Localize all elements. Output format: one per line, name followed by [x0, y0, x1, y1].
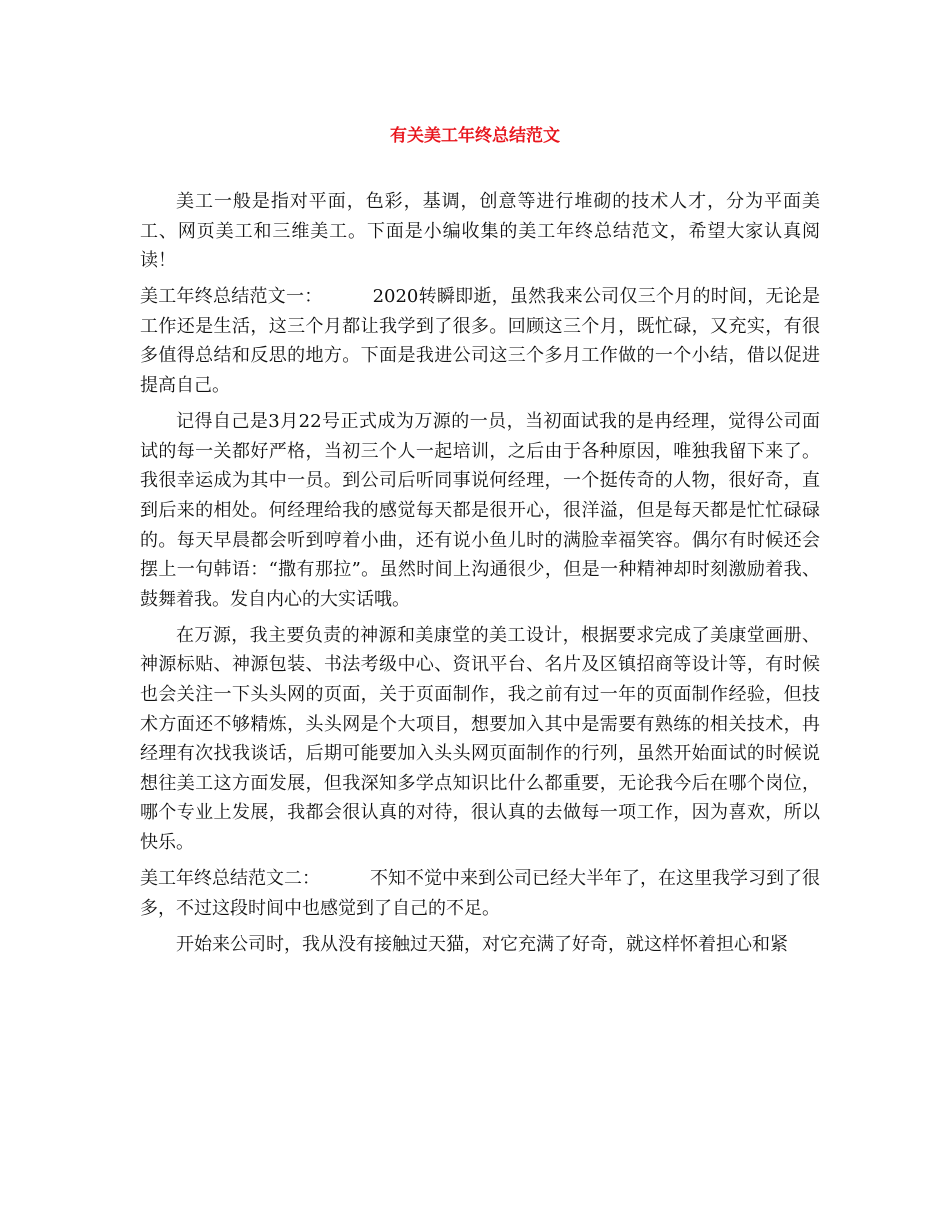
intro-paragraph: 美工一般是指对平面，色彩，基调，创意等进行堆砌的技术人才，分为平面美工、网页美工和三维美工。下面是小编收集的美工年终总结范文，希望大家认真阅读！ — [140, 191, 820, 272]
section-one-text: 2020转瞬即逝，虽然我来公司仅三个月的时间，无论是工作还是生活，这三个月都让我学到了很多。回顾这三个月，既忙碌，又充实，有很多值得总结和反思的地方。下面是我进公司这三个多月工作做的一个小结，借以促进提高自己。 — [140, 286, 820, 397]
section-two-text: 不知不觉中来到公司已经大半年了，在这里我学习到了很多，不过这段时间中也感觉到了自己的不足。 — [140, 868, 820, 919]
section-two-label: 美工年终总结范文二： — [140, 868, 320, 890]
section-two-paragraph — [140, 864, 820, 923]
document-title: 有关美工年终总结范文 — [390, 126, 560, 146]
section-one-paragraph — [140, 282, 820, 400]
paragraph-responsibilities: 在万源，我主要负责的神源和美康堂的美工设计，根据要求完成了美康堂画册、神源标贴、神源包装、书法考级中心、资讯平台、名片及区镇招商等设计等，有时候也会关注一下头头网的页面，关于页面制作，我之前有过一年的页面制作经验，但技术方面还不够精炼，头头网是个大项目，想要加入其中是需要有熟练的相关技术，冉经理有次找我谈话，后期可能要加入头头网页面制作的行列，虽然开始面试的时候说想往美工这方面发展，但我深知多学点知识比什么都重要，无论我今后在哪个岗位，哪个专业上发展，我都会很认真的对待，很认真的去做每一项工作，因为喜欢，所以快乐。 — [140, 624, 820, 853]
paragraph-joining: 记得自己是3月22号正式成为万源的一员，当初面试我的是冉经理，觉得公司面试的每一关都好严格，当初三个人一起培训，之后由于各种原因，唯独我留下来了。我很幸运成为其中一员。到公司后听同事说何经理，一个挺传奇的人物，很好奇，直到后来的相处。何经理给我的感觉每天都是很开心，很洋溢，但是每天都是忙忙碌碌的。每天早晨都会听到哼着小曲，还有说小鱼儿时的满脸幸福笑容。偶尔有时候还会摆上一句韩语：“撒有那拉”。虽然时间上沟通很少，但是一种精神却时刻激励着我、鼓舞着我。发自内心的大实话哦。 — [140, 411, 820, 610]
paragraph-tmall: 开始来公司时，我从没有接触过天猫，对它充满了好奇，就这样怀着担心和紧 — [176, 933, 788, 955]
document-body — [140, 187, 820, 966]
section-one-label: 美工年终总结范文一： — [140, 286, 323, 308]
